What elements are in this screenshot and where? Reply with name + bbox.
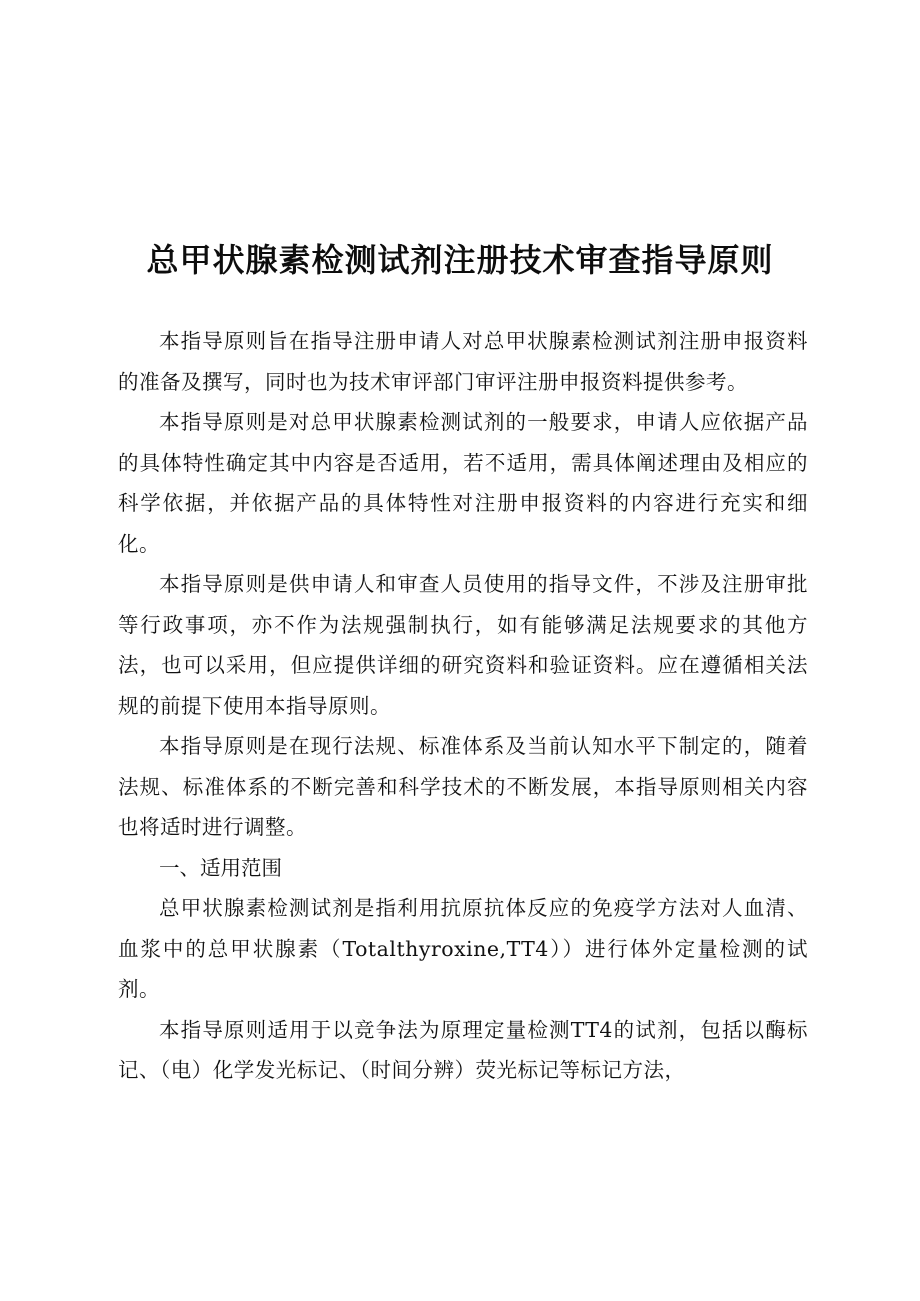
document-title: 总甲状腺素检测试剂注册技术审查指导原则 xyxy=(146,241,774,279)
section-heading-scope: 一、适用范围 xyxy=(159,855,282,880)
intro-paragraph-purpose: 本指导原则旨在指导注册申请人对总甲状腺素检测试剂注册申报资料的准备及撰写，同时也为技术审评部门审评注册申报资料提供参考。 xyxy=(118,329,808,394)
intro-paragraph-general-requirements: 本指导原则是对总甲状腺素检测试剂的一般要求，申请人应依据产品的具体特性确定其中内容是否适用，若不适用，需具体阐述理由及相应的科学依据，并依据产品的具体特性对注册申报资料的内容进行充实和细化。 xyxy=(118,410,808,556)
scope-paragraph-applicability: 本指导原则适用于以竞争法为原理定量检测TT4的试剂，包括以酶标记、（电）化学发光标记、（时间分辨）荧光标记等标记方法， xyxy=(118,1017,808,1082)
document-body xyxy=(118,321,808,1091)
intro-paragraph-adjustment: 本指导原则是在现行法规、标准体系及当前认知水平下制定的，随着法规、标准体系的不断完善和科学技术的不断发展，本指导原则相关内容也将适时进行调整。 xyxy=(118,734,808,839)
intro-paragraph-guidance-nature: 本指导原则是供申请人和审查人员使用的指导文件，不涉及注册审批等行政事项，亦不作为法规强制执行，如有能够满足法规要求的其他方法，也可以采用，但应提供详细的研究资料和验证资料。应在遵循相关法规的前提下使用本指导原则。 xyxy=(118,572,808,718)
scope-paragraph-definition: 总甲状腺素检测试剂是指利用抗原抗体反应的免疫学方法对人血清、血浆中的总甲状腺素（Totalthyroxine,TT4））进行体外定量检测的试剂。 xyxy=(118,896,808,1001)
